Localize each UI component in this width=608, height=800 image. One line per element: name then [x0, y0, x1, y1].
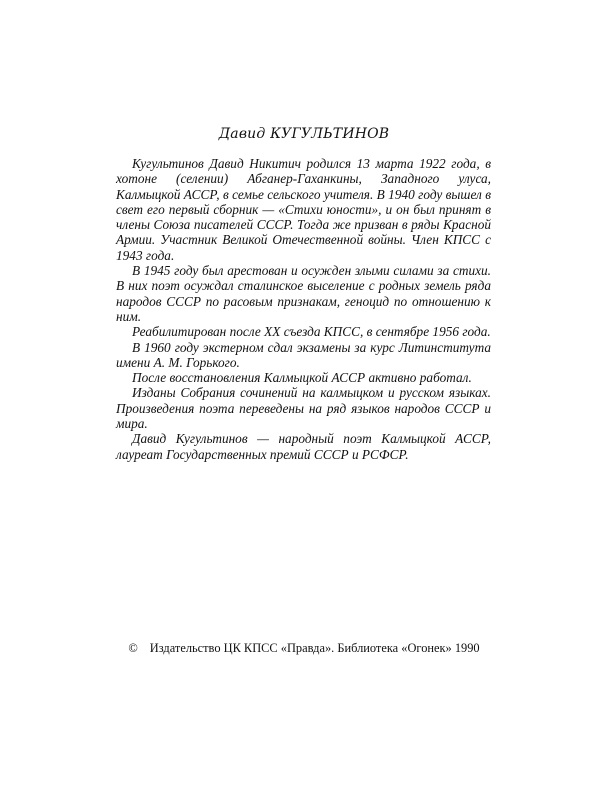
bio-paragraph: Изданы Собрания сочинений на калмыцком и русском языках. Произведения поэта переведены на ряд языков народов СССР и мира.	[116, 385, 491, 432]
bio-paragraph: Давид Кугультинов — народный поэт Калмыцкой АССР, лауреат Государственных премий СССР и РСФСР.	[116, 431, 491, 462]
copyright-symbol: ©	[128, 641, 138, 655]
copyright-text: Издательство ЦК КПСС «Правда». Библиотека «Огонек» 1990	[149, 641, 480, 655]
bio-paragraph: В 1945 году был арестован и осужден злыми силами за стихи. В них поэт осуждал сталинское выселение с родных земель ряда народов СССР по расовым признакам, геноцид по отношению к ним.	[116, 263, 491, 324]
author-title: Давид КУГУЛЬТИНОВ	[218, 126, 390, 142]
biography-text	[116, 156, 491, 462]
bio-paragraph: После восстановления Калмыцкой АССР активно работал.	[132, 370, 472, 386]
copyright-line	[0, 641, 608, 656]
bio-paragraph: Кугультинов Давид Никитич родился 13 марта 1922 года, в хотоне (селении) Абганер-Гаханкины, Западного улуса, Калмыцкой АССР, в семье сельского учителя. В 1940 году вышел в свет его первый сборник — «Стихи юности», и он был принят в члены Союза писателей СССР. Тогда же призван в ряды Красной Армии. Участник Великой Отечественной войны. Член КПСС с 1943 года.	[116, 156, 491, 263]
bio-paragraph: В 1960 году экстерном сдал экзамены за курс Литинститута имени А. М. Горького.	[116, 339, 491, 370]
bio-paragraph: Реабилитирован после XX съезда КПСС, в сентябре 1956 года.	[132, 324, 491, 340]
